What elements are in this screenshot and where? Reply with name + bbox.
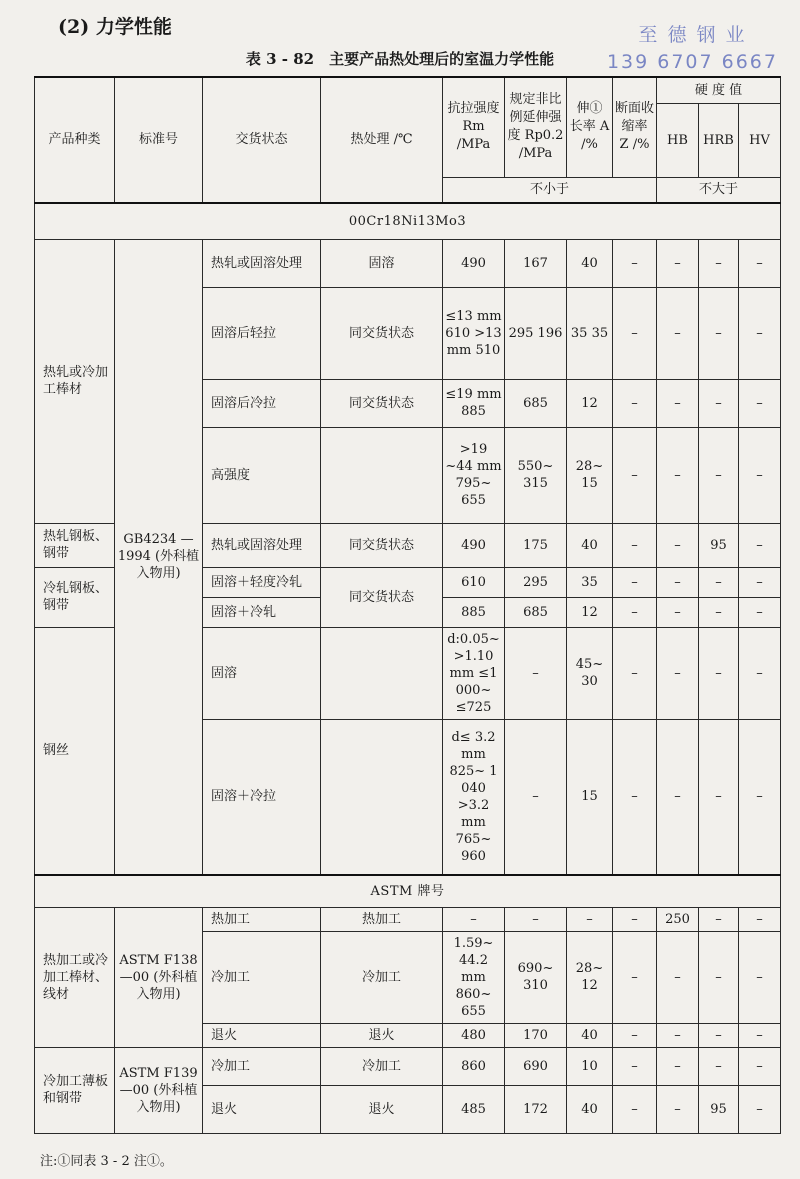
watermark-name: 至 德 钢 业: [638, 24, 747, 46]
delivery-cell: 固溶: [203, 627, 321, 719]
header-reduction: 断面收缩率 Z /%: [613, 77, 657, 177]
section-heading: (2) 力学性能: [58, 16, 172, 38]
delivery-cell: 高强度: [203, 427, 321, 523]
delivery-cell: 固溶＋冷拉: [203, 719, 321, 875]
elongation-cell: 35: [567, 567, 613, 597]
yield-cell: 690: [505, 1047, 567, 1085]
hb-cell: –: [657, 719, 699, 875]
delivery-cell: 冷加工: [203, 1047, 321, 1085]
yield-cell: 170: [505, 1023, 567, 1047]
yield-cell: –: [505, 907, 567, 931]
header-hb: HB: [657, 103, 699, 177]
tensile-cell: >19 ~44 mm 795~ 655: [443, 427, 505, 523]
hrb-cell: –: [699, 379, 739, 427]
heat-cell: 同交货状态: [321, 379, 443, 427]
hrb-cell: –: [699, 597, 739, 627]
elongation-cell: 12: [567, 379, 613, 427]
reduction-cell: –: [613, 523, 657, 567]
hrb-cell: 95: [699, 1085, 739, 1133]
footnote: 注:①同表 3 - 2 注①。: [40, 1154, 173, 1169]
yield-cell: 167: [505, 239, 567, 287]
elongation-cell: 28~ 12: [567, 931, 613, 1023]
tensile-cell: 480: [443, 1023, 505, 1047]
group-label: 热轧钢板、钢带: [35, 523, 115, 567]
hv-cell: –: [739, 907, 781, 931]
hv-cell: –: [739, 719, 781, 875]
delivery-cell: 热加工: [203, 907, 321, 931]
yield-cell: 295: [505, 567, 567, 597]
header-heat-treatment: 热处理 /℃: [321, 77, 443, 203]
tensile-cell: –: [443, 907, 505, 931]
header-yield: 规定非比例延伸强度 Rp0.2 /MPa: [505, 77, 567, 177]
reduction-cell: –: [613, 907, 657, 931]
reduction-cell: –: [613, 427, 657, 523]
elongation-cell: 35 35: [567, 287, 613, 379]
yield-cell: –: [505, 719, 567, 875]
delivery-cell: 退火: [203, 1085, 321, 1133]
hrb-cell: –: [699, 1047, 739, 1085]
delivery-cell: 热轧或固溶处理: [203, 523, 321, 567]
hb-cell: –: [657, 379, 699, 427]
group-label: 冷加工薄板和钢带: [35, 1047, 115, 1133]
yield-cell: 172: [505, 1085, 567, 1133]
yield-cell: 295 196: [505, 287, 567, 379]
header-tensile: 抗拉强度 Rm /MPa: [443, 77, 505, 177]
hv-cell: –: [739, 597, 781, 627]
yield-cell: –: [505, 627, 567, 719]
tensile-cell: ≤13 mm 610 >13 mm 510: [443, 287, 505, 379]
delivery-cell: 固溶＋轻度冷轧: [203, 567, 321, 597]
hrb-cell: –: [699, 719, 739, 875]
tensile-cell: 485: [443, 1085, 505, 1133]
hb-cell: –: [657, 239, 699, 287]
heat-cell: 固溶: [321, 239, 443, 287]
yield-cell: 685: [505, 379, 567, 427]
group-label: 冷轧钢板、钢带: [35, 567, 115, 627]
elongation-cell: 40: [567, 523, 613, 567]
header-hv: HV: [739, 103, 781, 177]
reduction-cell: –: [613, 1085, 657, 1133]
heat-cell: 冷加工: [321, 1047, 443, 1085]
group-label: 热加工或冷加工棒材、线材: [35, 907, 115, 1047]
reduction-cell: –: [613, 287, 657, 379]
hrb-cell: –: [699, 427, 739, 523]
yield-cell: 550~ 315: [505, 427, 567, 523]
hb-cell: –: [657, 523, 699, 567]
standard-label: GB4234 —1994 (外科植入物用): [115, 239, 203, 875]
elongation-cell: 10: [567, 1047, 613, 1085]
yield-cell: 685: [505, 597, 567, 627]
elongation-cell: 12: [567, 597, 613, 627]
header-hrb: HRB: [699, 103, 739, 177]
header-not-less: 不小于: [443, 177, 657, 203]
elongation-cell: 45~ 30: [567, 627, 613, 719]
hv-cell: –: [739, 523, 781, 567]
delivery-cell: 冷加工: [203, 931, 321, 1023]
group-label: 钢丝: [35, 627, 115, 875]
tensile-cell: 490: [443, 523, 505, 567]
reduction-cell: –: [613, 1023, 657, 1047]
hv-cell: –: [739, 239, 781, 287]
tensile-cell: ≤19 mm 885: [443, 379, 505, 427]
hb-cell: –: [657, 1047, 699, 1085]
header-standard: 标准号: [115, 77, 203, 203]
hv-cell: –: [739, 627, 781, 719]
hrb-cell: 95: [699, 523, 739, 567]
hv-cell: –: [739, 1047, 781, 1085]
hb-cell: –: [657, 427, 699, 523]
delivery-cell: 固溶后冷拉: [203, 379, 321, 427]
yield-cell: 690~ 310: [505, 931, 567, 1023]
elongation-cell: 28~ 15: [567, 427, 613, 523]
elongation-cell: 40: [567, 1085, 613, 1133]
reduction-cell: –: [613, 567, 657, 597]
elongation-cell: 15: [567, 719, 613, 875]
header-elongation: 伸① 长率 A /%: [567, 77, 613, 177]
hv-cell: –: [739, 379, 781, 427]
hb-cell: –: [657, 1023, 699, 1047]
hrb-cell: –: [699, 627, 739, 719]
heat-cell: 同交货状态: [321, 523, 443, 567]
heat-cell: 冷加工: [321, 931, 443, 1023]
section-title-astm: ASTM 牌号: [35, 875, 781, 907]
heat-cell: [321, 427, 443, 523]
hb-cell: –: [657, 597, 699, 627]
elongation-cell: 40: [567, 1023, 613, 1047]
group-label: 热轧或冷加工棒材: [35, 239, 115, 523]
reduction-cell: –: [613, 719, 657, 875]
hb-cell: –: [657, 287, 699, 379]
hb-cell: –: [657, 1085, 699, 1133]
hb-cell: –: [657, 931, 699, 1023]
heat-cell: [321, 719, 443, 875]
hrb-cell: –: [699, 907, 739, 931]
reduction-cell: –: [613, 379, 657, 427]
heat-cell: 退火: [321, 1085, 443, 1133]
hrb-cell: –: [699, 567, 739, 597]
reduction-cell: –: [613, 931, 657, 1023]
table-title: 表 3 - 82 主要产品热处理后的室温力学性能: [245, 50, 555, 68]
tensile-cell: 1.59~ 44.2 mm 860~ 655: [443, 931, 505, 1023]
hrb-cell: –: [699, 931, 739, 1023]
hv-cell: –: [739, 427, 781, 523]
hv-cell: –: [739, 287, 781, 379]
heat-cell: 退火: [321, 1023, 443, 1047]
standard-label: ASTM F139—00 (外科植入物用): [115, 1047, 203, 1133]
header-product: 产品种类: [35, 77, 115, 203]
header-not-more: 不大于: [657, 177, 781, 203]
heat-cell: 同交货状态: [321, 567, 443, 627]
hrb-cell: –: [699, 239, 739, 287]
hb-cell: 250: [657, 907, 699, 931]
hrb-cell: –: [699, 287, 739, 379]
yield-cell: 175: [505, 523, 567, 567]
reduction-cell: –: [613, 597, 657, 627]
hv-cell: –: [739, 1085, 781, 1133]
hb-cell: –: [657, 627, 699, 719]
tensile-cell: 885: [443, 597, 505, 627]
hv-cell: –: [739, 567, 781, 597]
delivery-cell: 退火: [203, 1023, 321, 1047]
heat-cell: 热加工: [321, 907, 443, 931]
header-delivery: 交货状态: [203, 77, 321, 203]
reduction-cell: –: [613, 1047, 657, 1085]
hv-cell: –: [739, 931, 781, 1023]
heat-cell: 同交货状态: [321, 287, 443, 379]
properties-table: [34, 76, 781, 1134]
watermark-phone: 139 6707 6667: [606, 51, 778, 73]
tensile-cell: d≤ 3.2 mm 825~ 1 040 >3.2 mm 765~ 960: [443, 719, 505, 875]
elongation-cell: 40: [567, 239, 613, 287]
hrb-cell: –: [699, 1023, 739, 1047]
tensile-cell: 490: [443, 239, 505, 287]
tensile-cell: 610: [443, 567, 505, 597]
delivery-cell: 固溶＋冷轧: [203, 597, 321, 627]
delivery-cell: 热轧或固溶处理: [203, 239, 321, 287]
standard-label: ASTM F138—00 (外科植入物用): [115, 907, 203, 1047]
section-title-gb: 00Cr18Ni13Mo3: [35, 203, 781, 239]
tensile-cell: d:0.05~ >1.10 mm ≤1 000~ ≤725: [443, 627, 505, 719]
tensile-cell: 860: [443, 1047, 505, 1085]
hv-cell: –: [739, 1023, 781, 1047]
elongation-cell: –: [567, 907, 613, 931]
delivery-cell: 固溶后轻拉: [203, 287, 321, 379]
heat-cell: [321, 627, 443, 719]
header-hardness: 硬 度 值: [657, 77, 781, 103]
hb-cell: –: [657, 567, 699, 597]
reduction-cell: –: [613, 239, 657, 287]
reduction-cell: –: [613, 627, 657, 719]
